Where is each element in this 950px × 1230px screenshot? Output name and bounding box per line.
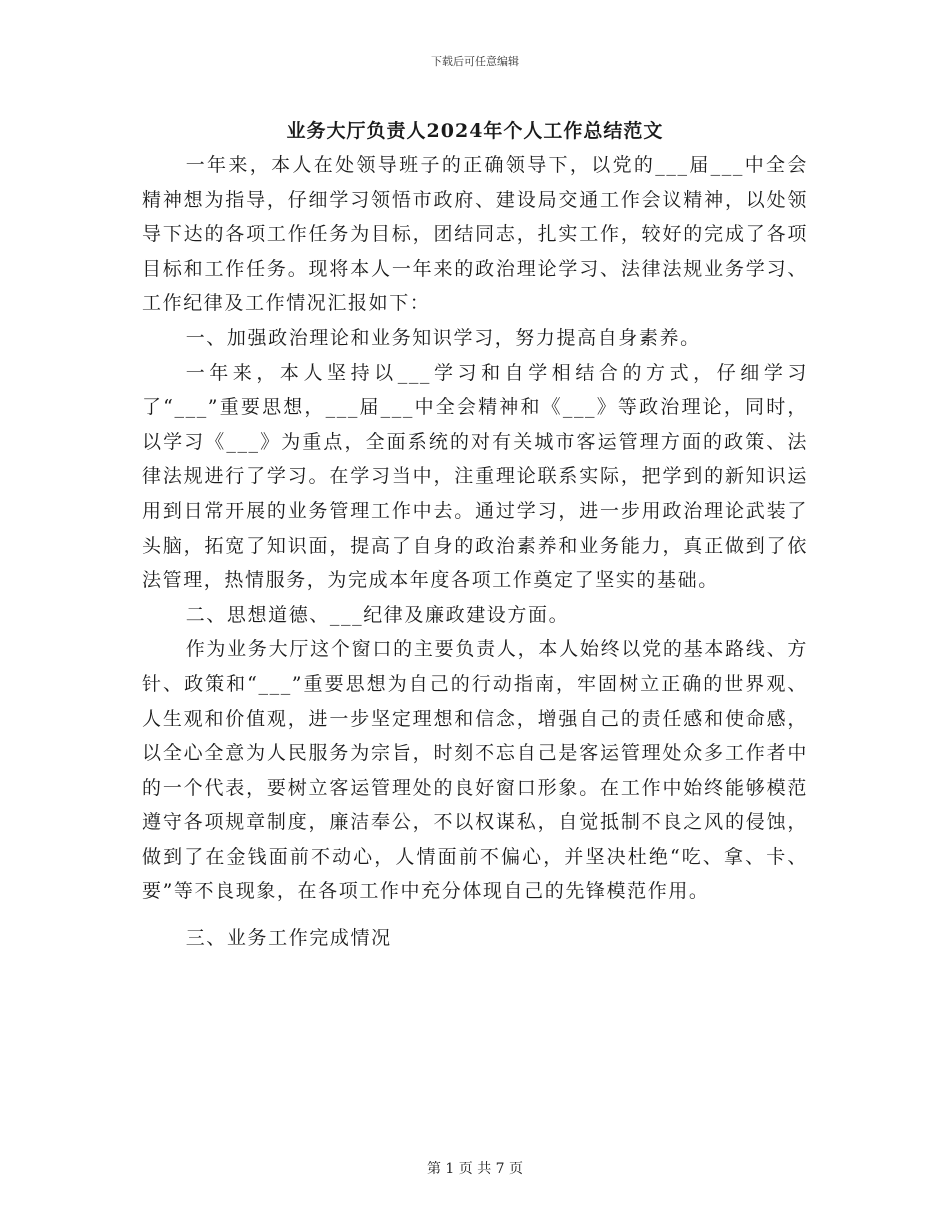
section-1-paragraph: 一年来，本人坚持以___学习和自学相结合的方式，仔细学习了“___”重要思想，___届___中全会精神和《___》等政治理论，同时，以学习《___》为重点，全面系统的对有关城市客运管理方面的政策、法律法规进行了学习。在学习当中，注重理论联系实际，把学到的新知识运用到日常开展的业务管理工作中去。通过学习，进一步用政治理论武装了头脑，拓宽了知识面，提高了自身的政治素养和业务能力，真正做到了依法管理，热情服务，为完成本年度各项工作奠定了坚实的基础。 <box>142 361 808 592</box>
document-title: 业务大厅负责人2024年个人工作总结范文 <box>286 120 664 142</box>
page-number-footer: 第 1 页 共 7 页 <box>426 1161 524 1177</box>
intro-paragraph: 一年来，本人在处领导班子的正确领导下，以党的___届___中全会精神想为指导，仔细学习领悟市政府、建设局交通工作会议精神，以处领导下达的各项工作任务为目标，团结同志，扎实工作，较好的完成了各项目标和工作任务。现将本人一年来的政治理论学习、法律法规业务学习、工作纪律及工作情况汇报如下： <box>142 154 808 315</box>
section-heading-3: 三、业务工作完成情况 <box>185 927 392 950</box>
section-2-paragraph: 作为业务大厅这个窗口的主要负责人，本人始终以党的基本路线、方针、政策和“___”重要思想为自己的行动指南，牢固树立正确的世界观、人生观和价值观，进一步坚定理想和信念，增强自己的责任感和使命感，以全心全意为人民服务为宗旨，时刻不忘自己是客运管理处众多工作者中的一个代表，要树立客运管理处的良好窗口形象。在工作中始终能够模范遵守各项规章制度，廉洁奉公，不以权谋私，自觉抵制不良之风的侵蚀，做到了在金钱面前不动心，人情面前不偏心，并坚决杜绝“吃、拿、卡、要”等不良现象，在各项工作中充分体现自己的先锋模范作用。 <box>142 638 808 903</box>
section-heading-1: 一、加强政治理论和业务知识学习，努力提高自身素养。 <box>185 326 701 349</box>
section-heading-2: 二、思想道德、___纪律及廉政建设方面。 <box>185 603 570 626</box>
page-header-note: 下载后可任意编辑 <box>431 55 519 68</box>
document-body <box>142 148 808 956</box>
